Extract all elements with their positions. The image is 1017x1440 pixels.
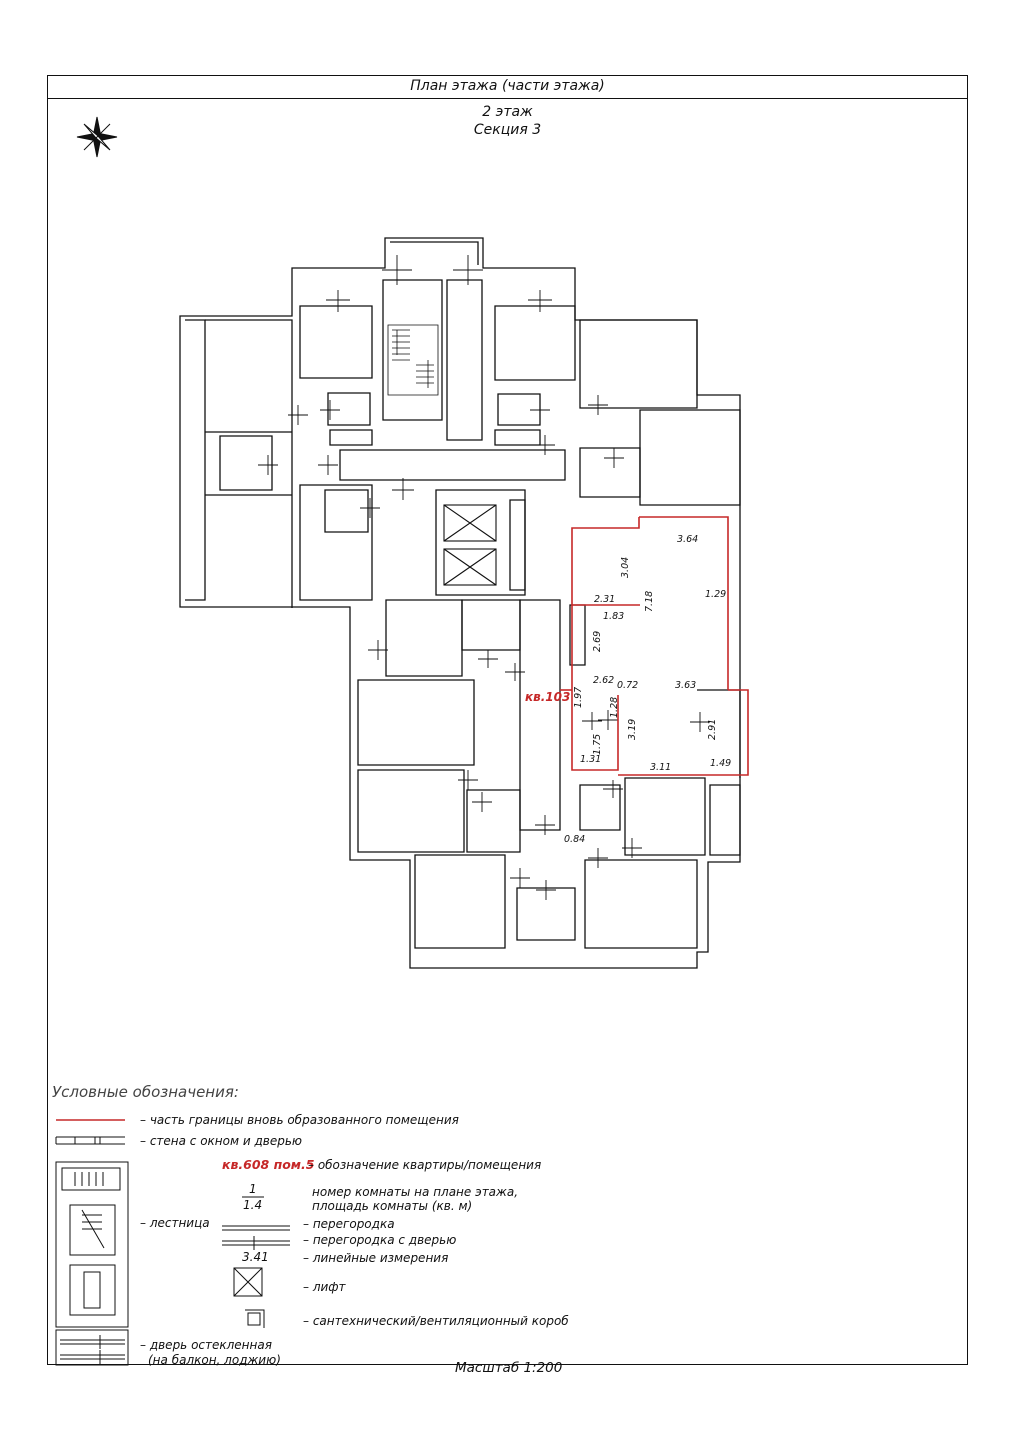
legend-room-area: 1.4 (243, 1198, 263, 1212)
section-label: Секция 3 (473, 122, 542, 138)
legend-partition-door: – перегородка с дверью (303, 1233, 457, 1247)
dim-128: 1.28 (609, 696, 620, 718)
legend-stairs: – лестница (140, 1216, 210, 1230)
legend-apt-desc: – обозначение квартиры/помещения (308, 1158, 542, 1172)
legend-room-desc-1: номер комнаты на плане этажа, (312, 1185, 519, 1199)
dim-129: 1.29 (705, 589, 727, 600)
legend-lift: – лифт (303, 1280, 346, 1294)
sheet-title: План этажа (части этажа) (410, 78, 605, 94)
legend-apt-code: кв.608 пом.5 (222, 1157, 315, 1172)
lift-icon (444, 505, 496, 585)
legend-duct: – сантехнический/вентиляционный короб (303, 1314, 569, 1328)
scale-label: Масштаб 1:200 (455, 1360, 563, 1376)
apartment-label: кв.103 (525, 690, 571, 704)
legend-heading: Условные обозначения: (52, 1083, 239, 1101)
legend-glass-door-2: (на балкон, лоджию) (148, 1353, 281, 1367)
legend-dim-sample: 3.41 (242, 1250, 269, 1264)
dim-231: 2.31 (594, 594, 616, 605)
stair-symbol (388, 325, 438, 395)
dim-304: 3.04 (620, 556, 631, 578)
legend-room-num: 1 (249, 1182, 257, 1196)
legend-boundary: – часть границы вновь образованного помещения (140, 1113, 459, 1127)
dim-364: 3.64 (677, 534, 699, 545)
dim-269: 2.69 (592, 630, 603, 652)
dim-175: 1.75 (592, 733, 603, 755)
compass-rose-icon (77, 117, 117, 157)
building-walls (180, 238, 740, 968)
dim-183: 1.83 (603, 611, 625, 622)
dim-363: 3.63 (675, 680, 697, 691)
dim-311: 3.11 (650, 762, 672, 773)
dim-197: 1.97 (573, 686, 584, 708)
dim-262: 2.62 (593, 675, 615, 686)
legend-glass-door-1: – дверь остекленная (140, 1338, 272, 1352)
legend-room-desc-2: площадь комнаты (кв. м) (312, 1199, 473, 1213)
door-markers (258, 255, 710, 900)
legend-linear: – линейные измерения (303, 1251, 449, 1265)
dim-291: 2.91 (707, 718, 718, 740)
dim-131: 1.31 (580, 754, 602, 765)
legend-partition: – перегородка (303, 1217, 395, 1231)
dim-072: 0.72 (617, 680, 639, 691)
floor-label: 2 этаж (482, 104, 533, 120)
dim-718: 7.18 (644, 590, 655, 612)
apartment-boundary (560, 517, 748, 775)
legend-wall: – стена с окном и дверью (140, 1134, 303, 1148)
dim-149: 1.49 (710, 758, 732, 769)
dim-084: 0.84 (564, 834, 586, 845)
dim-319: 3.19 (627, 718, 638, 740)
